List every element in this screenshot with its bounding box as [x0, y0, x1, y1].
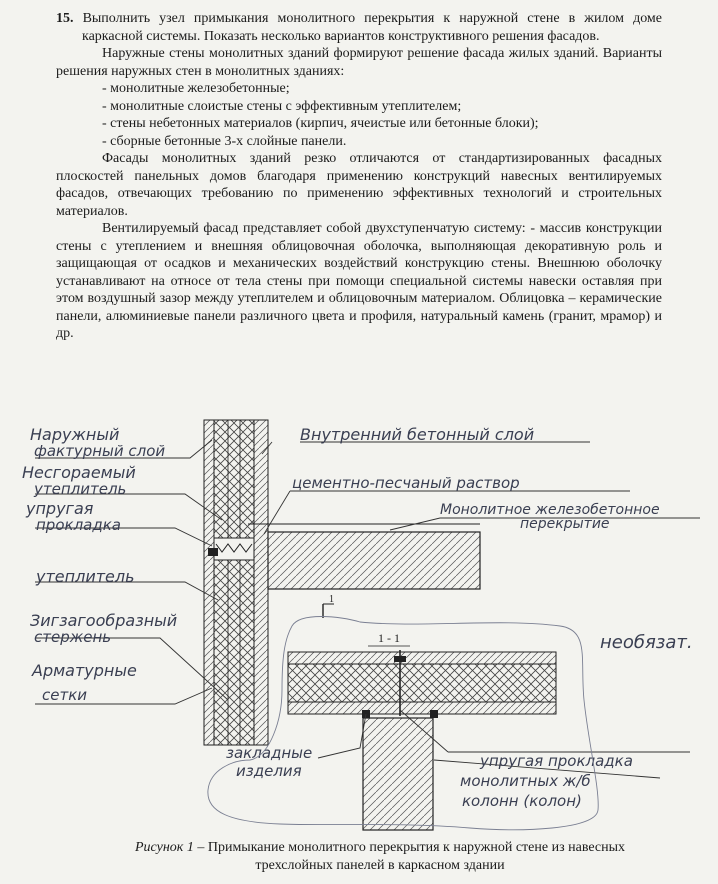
label-embedded-2: изделия — [236, 762, 302, 780]
paragraph-1: Наружные стены монолитных зданий формируют решение фасада жилых зданий. Варианты решения наружных стен в монолитных зданиях: — [56, 46, 662, 79]
label-fireproof-2: утеплитель — [34, 480, 127, 498]
label-slab-2: перекрытие — [520, 516, 610, 532]
label-right-1: упругая прокладка — [480, 752, 633, 770]
task-text: Выполнить узел примыкания монолитного перекрытия к наружной стене в жилом доме каркасной системы. Показать несколько вариантов конструктивного решения фасадов. — [82, 11, 662, 44]
section-mark — [323, 594, 334, 618]
list-item: - монолитные слоистые стены с эффективным утеплителем; — [102, 98, 462, 114]
list-item: - монолитные железобетонные; — [102, 81, 290, 96]
paragraph-3: Вентилируемый фасад представляет собой двухступенчатую систему: - массив конструкции стены с утеплением и внешняя облицовочная оболочка, выполняющая декоративную роль и защищающая от осадков и механических воздействий конструкцию стены. Внешнюю оболочку устанавливают на относе от тела стены при помощи специальной системы навески оставляя при этом воздушный зазор между утеплителем и облицовочным материалом. Облицовка – керамические панели, алюминиевые панели различного цвета и профиля, натуральный камень (гранит, мрамор) и др. — [56, 221, 662, 341]
label-slab-1: Монолитное железобетонное — [440, 502, 660, 518]
label-fireproof-1: Несгораемый — [22, 463, 136, 482]
slab — [248, 524, 480, 589]
list-item: - стены небетонных материалов (кирпич, ячеистые или бетонные блоки); — [102, 116, 539, 131]
label-gasket-2: прокладка — [36, 516, 121, 534]
label-outer-layer-2: фактурный слой — [34, 442, 166, 460]
label-mesh-1: Арматурные — [32, 661, 137, 680]
right-labels — [226, 425, 660, 810]
label-mortar: цементно-песчаный раствор — [292, 474, 520, 492]
caption-text: – Примыкание монолитного перекрытия к наружной стене из навесных трехслойных панелей в каркасном здании — [193, 840, 626, 873]
section-mark-number: 1 — [329, 594, 334, 605]
caption-prefix: Рисунок 1 — [134, 840, 194, 855]
label-mesh-2: сетки — [42, 686, 88, 704]
label-gasket-1: упругая — [26, 499, 94, 518]
label-inner-layer: Внутренний бетонный слой — [300, 425, 535, 444]
wall-panel — [204, 420, 268, 745]
left-labels — [22, 425, 177, 704]
task-number: 15. — [56, 11, 74, 26]
figure-caption — [100, 839, 660, 875]
label-zigzag-1: Зигзагообразный — [30, 611, 178, 630]
label-right-3: колонн (колон) — [462, 792, 582, 810]
label-insulation: утеплитель — [36, 567, 135, 586]
section-title: 1 - 1 — [378, 631, 400, 645]
label-outer-layer-1: Наружный — [30, 425, 120, 444]
list-item: - сборные бетонные 3-х слойные панели. — [102, 133, 347, 149]
note-cloud — [208, 617, 693, 830]
note-optional: необязат. — [600, 632, 693, 653]
label-zigzag-2: стержень — [34, 628, 112, 646]
paragraph-2: Фасады монолитных зданий резко отличаются от стандартизированных фасадных плоскостей панельных домов благодаря применению конструкций навесных вентилируемых фасадов, отвечающих требованию по применению эффективных технологий и строительных материалов. — [56, 151, 662, 219]
label-right-2: монолитных ж/б — [460, 772, 591, 790]
label-embedded-1: закладные — [226, 744, 313, 762]
